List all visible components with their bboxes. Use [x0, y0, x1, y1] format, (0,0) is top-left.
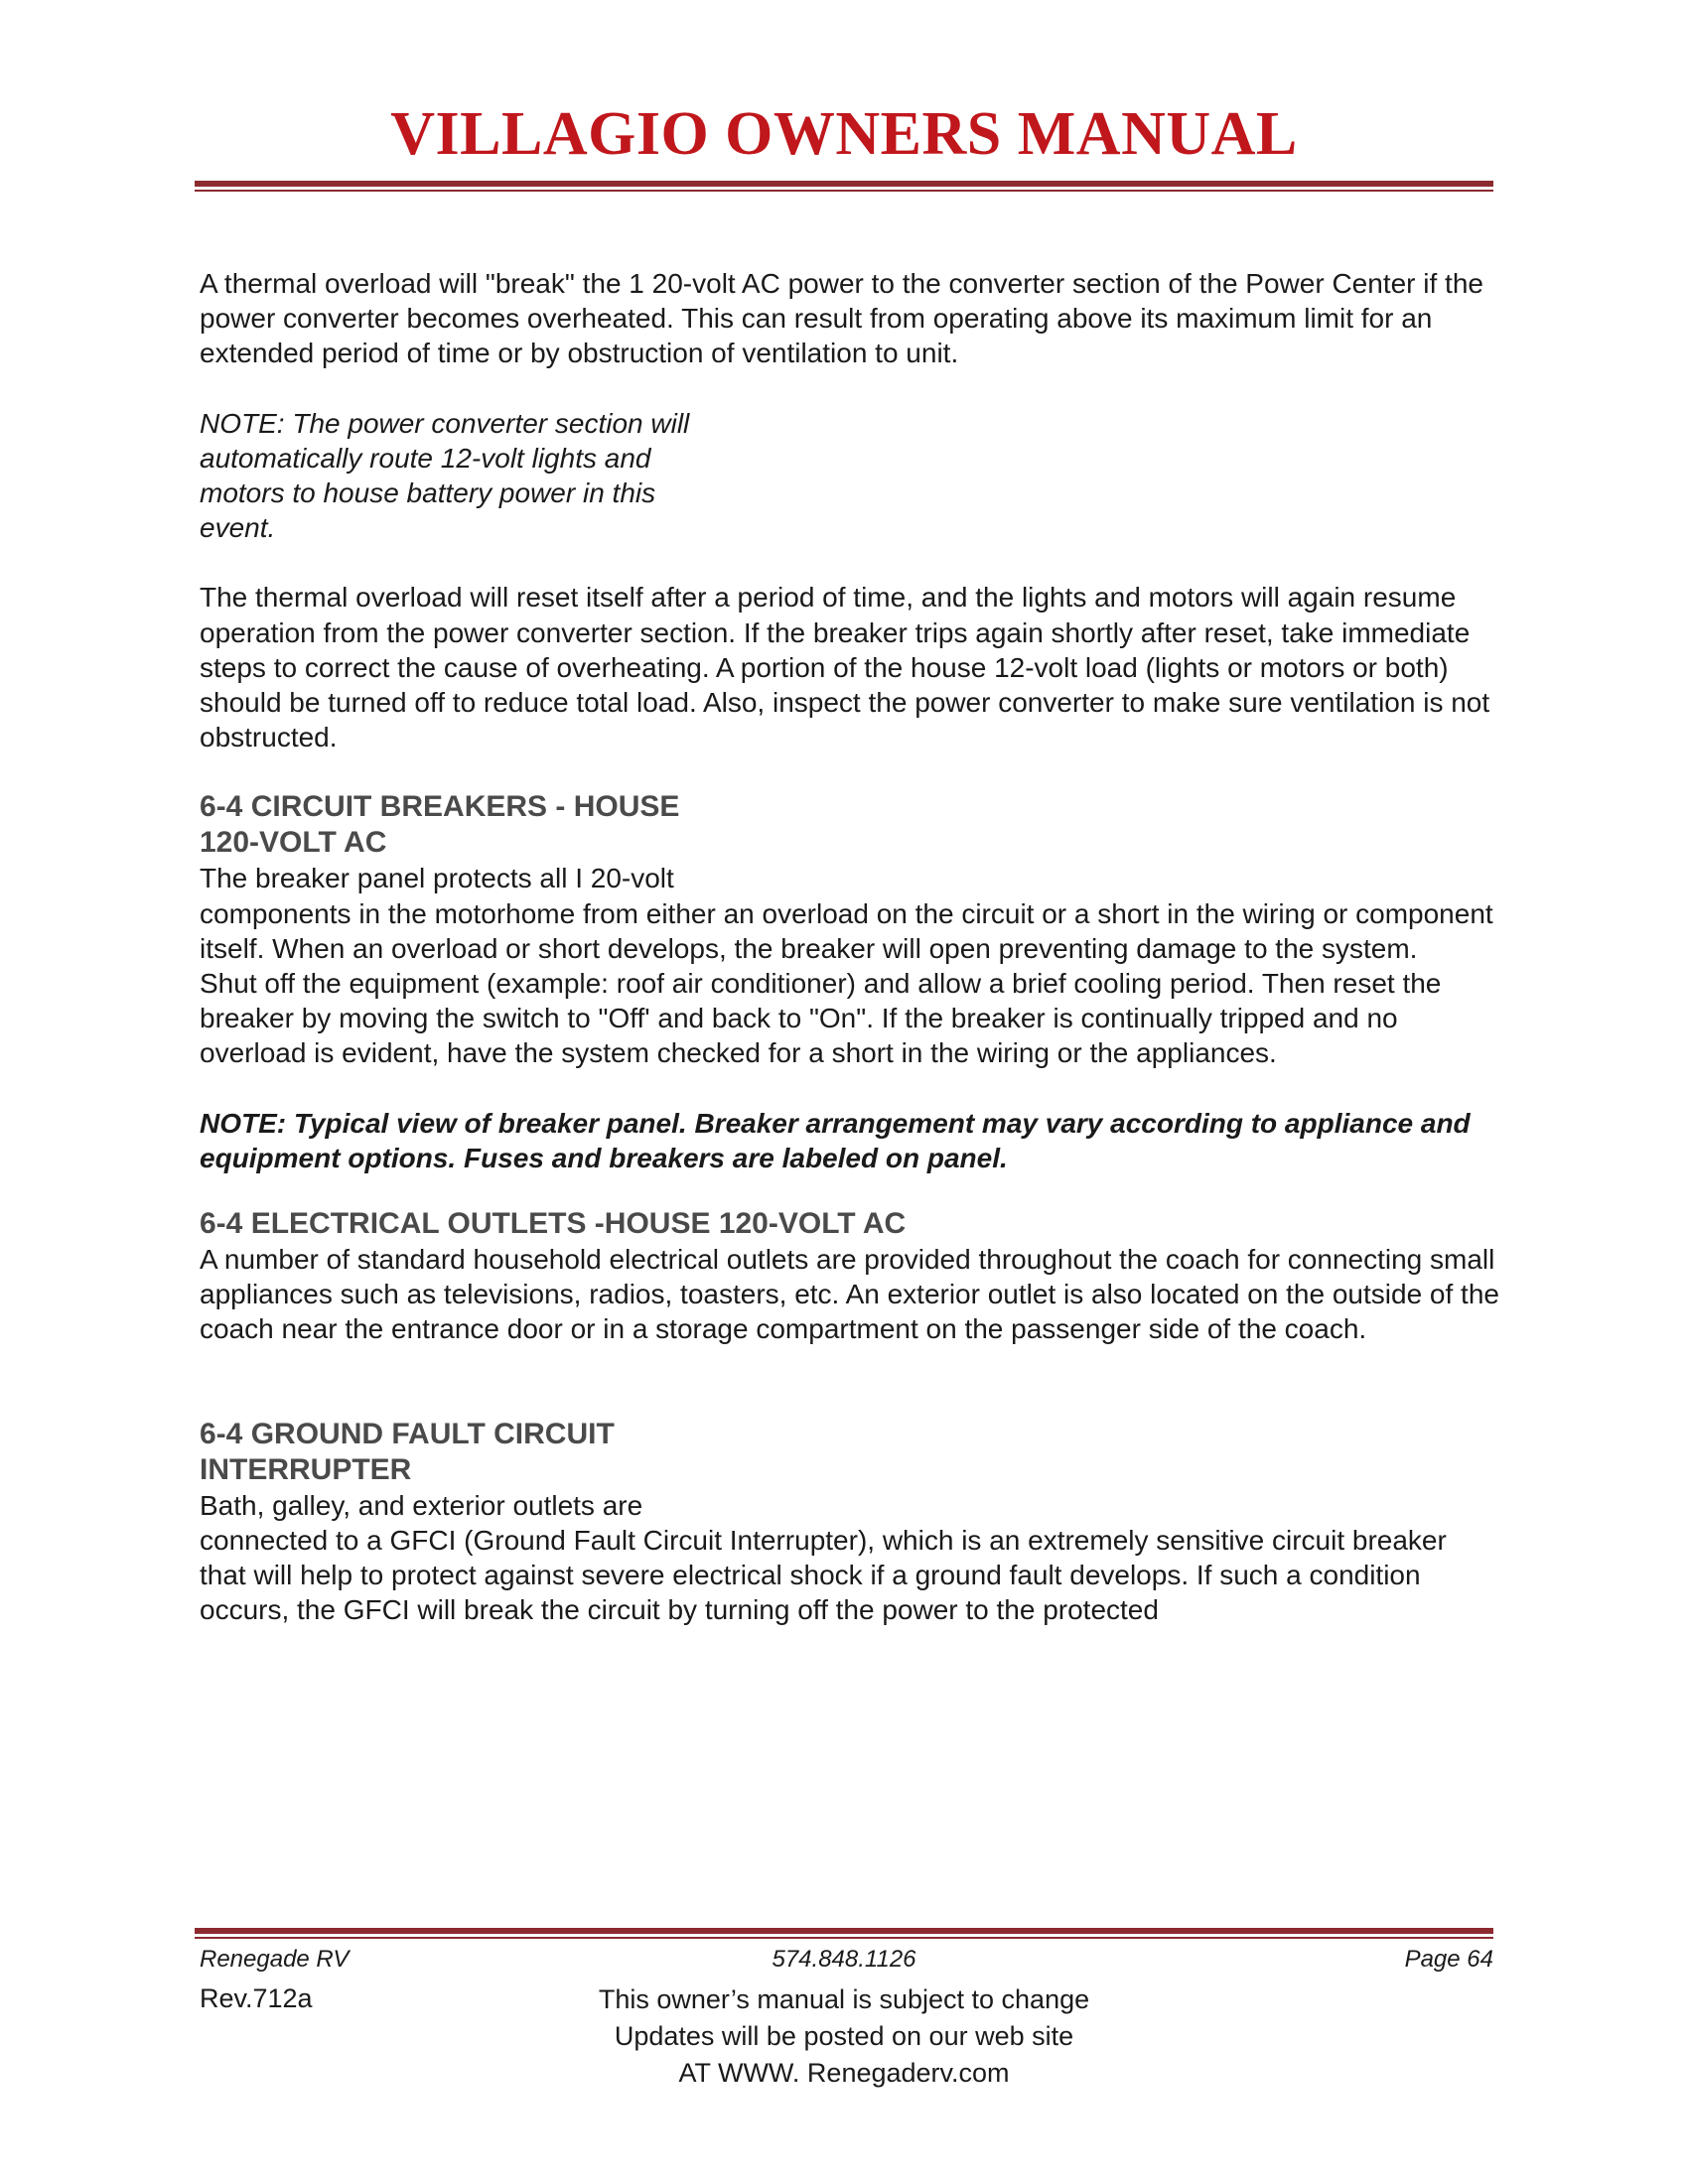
- footer-phone: 574.848.1126: [772, 1946, 916, 1973]
- footer-page-number: Page 64: [1404, 1946, 1493, 1973]
- footer-notice: This owner’s manual is subject to change Updates will be posted on our web site AT WWW. Renegaderv.com: [598, 1984, 1090, 2088]
- electrical-outlets-text: A number of standard household electrical outlets are provided throughout the coach for connecting small appliances such as televisions, radios, toasters, etc. An exterior outlet is also located on the outside of the coach near the entrance door or in a storage compartment on the passenger side of the coach.: [200, 1244, 1499, 1345]
- gfci-text: connected to a GFCI (Ground Fault Circuit Interrupter), which is an extremely sensitive circuit breaker that will help to protect against severe electrical shock if a ground fault develops. If such a condition occurs, the GFCI will break the circuit by turning off the power to the protected: [200, 1524, 1447, 1626]
- footer-rule: [195, 1928, 1493, 1939]
- section-heading-electrical-outlets: 6-4 ELECTRICAL OUTLETS -HOUSE 120-VOLT AC: [200, 1207, 907, 1241]
- page-title: VILLAGIO OWNERS MANUAL: [390, 100, 1298, 168]
- paragraph-thermal-reset: The thermal overload will reset itself after a period of time, and the lights and motors will again resume operation from the power converter section. If the breaker trips again shortly after reset, take immediate steps to correct the cause of overheating. A portion of the house 12-volt load (lights or motors or both) should be turned off to reduce total load. Also, inspect the power converter to make sure ventilation is not obstructed.: [200, 582, 1490, 753]
- gfci-lead: Bath, galley, and exterior outlets are: [200, 1489, 643, 1521]
- note-converter: NOTE: The power converter section will automatically route 12-volt lights and motors to house battery power in this event.: [200, 407, 690, 544]
- main-content: [200, 266, 1500, 1627]
- footer-company: Renegade RV: [200, 1946, 350, 1973]
- header-rule: [195, 181, 1493, 192]
- circuit-breakers-lead: The breaker panel protects all I 20-volt: [200, 863, 674, 894]
- paragraph-thermal-overload: A thermal overload will "break" the 1 20-volt AC power to the converter section of the Power Center if the power converter becomes overheated. This can result from operating above its maximum limit for an extended period of time or by obstruction of ventilation to unit.: [200, 268, 1483, 369]
- section-heading-gfci: 6-4 GROUND FAULT CIRCUIT INTERRUPTER: [200, 1417, 615, 1486]
- circuit-breakers-text-2: Shut off the equipment (example: roof air conditioner) and allow a brief cooling period. Then reset the breaker by moving the switch to "Off' and back to "On". If the breaker is continually tripped and no overload is evident, have the system checked for a short in the wiring or the appliances.: [200, 968, 1442, 1069]
- footer-revision: Rev.712a: [200, 1983, 313, 2013]
- note-breaker-panel: NOTE: Typical view of breaker panel. Breaker arrangement may vary according to appliance and equipment options. Fuses and breakers are labeled on panel.: [200, 1107, 1471, 1173]
- circuit-breakers-text: components in the motorhome from either an overload on the circuit or a short in the wiring or component itself. When an overload or short develops, the breaker will open preventing damage to the system.: [200, 897, 1493, 964]
- section-heading-circuit-breakers: 6-4 CIRCUIT BREAKERS - HOUSE 120-VOLT AC: [200, 790, 680, 860]
